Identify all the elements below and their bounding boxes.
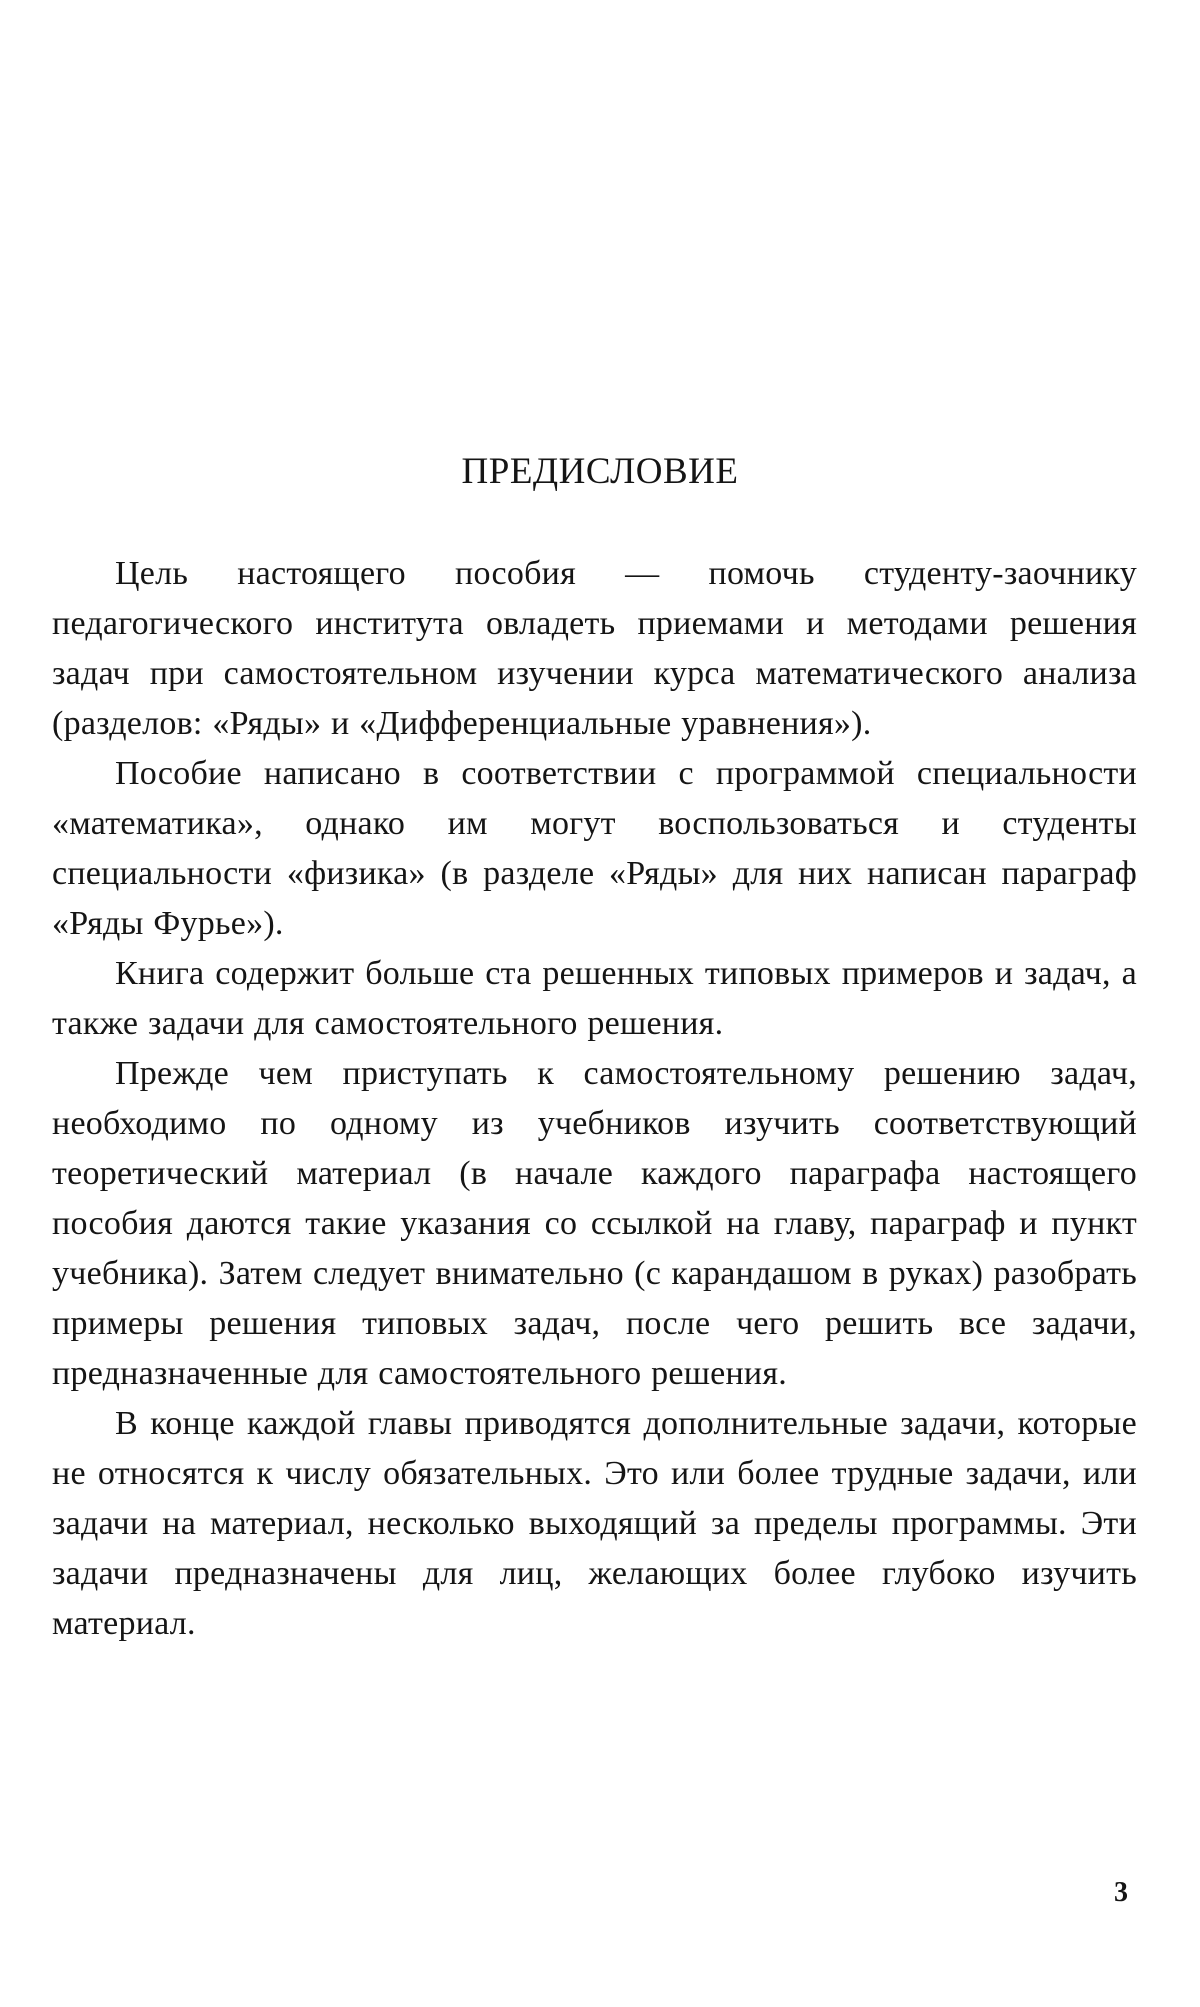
preface-text xyxy=(52,549,1137,1649)
paragraph-3: Книга содержит больше ста решенных типовых примеров и задач, а также задачи для самостоятельного решения. xyxy=(52,955,1137,1042)
paragraph-5: В конце каждой главы приводятся дополнительные задачи, которые не относятся к числу обязательных. Это или более трудные задачи, или задачи на материал, несколько выходящий за пределы программы. Эти задачи предназначены для лиц, желающих более глубоко изучить материал. xyxy=(52,1405,1137,1642)
paragraph-1: Цель настоящего пособия — помочь студенту-заочнику педагогического института овладеть приемами и методами решения задач при самостоятельном изучении курса математического анализа (разделов: «Ряды» и «Дифференциальные уравнения»). xyxy=(52,555,1137,742)
paragraph-4: Прежде чем приступать к самостоятельному решению задач, необходимо по одному из учебников изучить соответствующий теоретический материал (в начале каждого параграфа настоящего пособия даются такие указания со ссылкой на главу, параграф и пункт учебника). Затем следует внимательно (с карандашом в руках) разобрать примеры решения типовых задач, после чего решить все задачи, предназначенные для самостоятельного решения. xyxy=(52,1055,1137,1392)
paragraph-2: Пособие написано в соответствии с программой специальности «математика», однако им могут воспользоваться и студенты специальности «физика» (в разделе «Ряды» для них написан параграф «Ряды Фурье»). xyxy=(52,755,1137,942)
page-number: 3 xyxy=(1114,1877,1128,1908)
page-title: ПРЕДИСЛОВИЕ xyxy=(461,451,739,492)
